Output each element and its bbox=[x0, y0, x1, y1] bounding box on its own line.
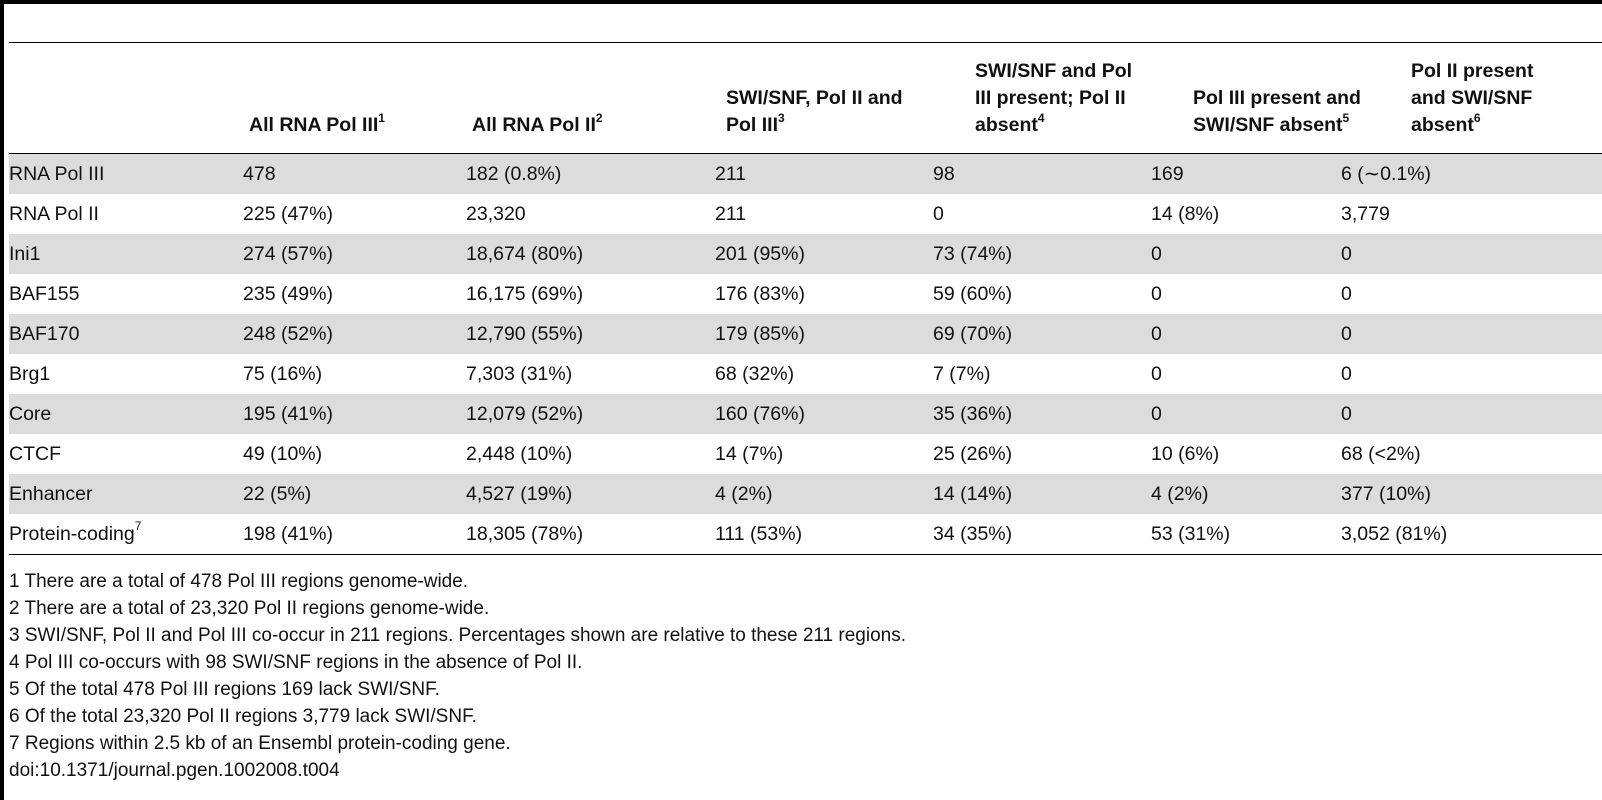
table-cell: 6 (∼0.1%) bbox=[1341, 163, 1432, 185]
row-label: CTCF bbox=[9, 442, 61, 465]
table-cell: 160 (76%) bbox=[715, 402, 805, 425]
footnote: 4 Pol III co-occurs with 98 SWI/SNF regions in the absence of Pol II. bbox=[9, 652, 583, 673]
table-cell: 211 bbox=[715, 202, 747, 225]
table-cell: 16,175 (69%) bbox=[466, 282, 584, 305]
footnote: 2 There are a total of 23,320 Pol II regions genome-wide. bbox=[9, 598, 490, 619]
table-cell: 10 (6%) bbox=[1151, 442, 1220, 465]
footnote: 6 Of the total 23,320 Pol II regions 3,779 lack SWI/SNF. bbox=[9, 706, 477, 727]
table-cell: 478 bbox=[243, 162, 276, 185]
column-header bbox=[9, 139, 249, 153]
table-cell: 198 (41%) bbox=[243, 522, 333, 545]
table-cell: 18,305 (78%) bbox=[466, 522, 584, 545]
footnote: 7 Regions within 2.5 kb of an Ensembl protein-coding gene. bbox=[9, 733, 511, 754]
doi-line: doi:10.1371/journal.pgen.1002008.t004 bbox=[9, 760, 340, 781]
table-cell: 3,779 bbox=[1341, 202, 1390, 225]
table-cell: 14 (8%) bbox=[1151, 202, 1220, 225]
table-cell: 176 (83%) bbox=[715, 282, 805, 305]
table-row bbox=[9, 314, 1602, 354]
table-cell: 0 bbox=[1151, 362, 1162, 385]
table-cell: 0 bbox=[1151, 402, 1162, 425]
table-row bbox=[9, 234, 1602, 274]
table-body bbox=[9, 154, 1602, 555]
table-cell: 75 (16%) bbox=[243, 362, 323, 385]
footnotes bbox=[9, 568, 906, 784]
table-cell: 73 (74%) bbox=[933, 242, 1013, 265]
table-row bbox=[9, 474, 1602, 514]
table-cell: 22 (5%) bbox=[243, 482, 312, 505]
table-cell: 179 (85%) bbox=[715, 322, 805, 345]
table-cell: 12,079 (52%) bbox=[466, 402, 584, 425]
footnote: 1 There are a total of 478 Pol III regions genome-wide. bbox=[9, 571, 469, 592]
table-row bbox=[9, 514, 1602, 554]
row-label: BAF155 bbox=[9, 282, 80, 305]
table-cell: 69 (70%) bbox=[933, 322, 1013, 345]
table-cell: 35 (36%) bbox=[933, 402, 1013, 425]
table-cell: 68 (<2%) bbox=[1341, 442, 1421, 465]
row-label: RNA Pol III bbox=[9, 162, 105, 185]
data-table bbox=[9, 42, 1602, 555]
column-header: All RNA Pol III$^1$ bbox=[249, 110, 385, 136]
table-cell: 98 bbox=[933, 162, 955, 185]
table-cell: 4,527 (19%) bbox=[466, 482, 573, 505]
table-cell: 34 (35%) bbox=[933, 522, 1013, 545]
table-header bbox=[9, 43, 1602, 154]
left-border bbox=[0, 0, 4, 800]
table-cell: 225 (47%) bbox=[243, 202, 333, 225]
row-label: Brg1 bbox=[9, 362, 51, 385]
table-cell: 18,674 (80%) bbox=[466, 242, 584, 265]
column-header: SWI/SNF, Pol II and Pol III$^3$ bbox=[726, 87, 903, 136]
column-header: SWI/SNF and Pol III present; Pol II absent$^4$ bbox=[975, 60, 1133, 136]
table-cell: 0 bbox=[1341, 402, 1352, 425]
column-header: Pol III present and SWI/SNF absent$^5$ bbox=[1193, 87, 1361, 136]
table-cell: 14 (7%) bbox=[715, 442, 784, 465]
table-row bbox=[9, 194, 1602, 234]
table-cell: 59 (60%) bbox=[933, 282, 1013, 305]
table-cell: 25 (26%) bbox=[933, 442, 1013, 465]
footnote: 5 Of the total 478 Pol III regions 169 lack SWI/SNF. bbox=[9, 679, 440, 700]
table-row bbox=[9, 154, 1602, 194]
table-cell: 68 (32%) bbox=[715, 362, 795, 385]
table-cell: 14 (14%) bbox=[933, 482, 1013, 505]
table-cell: 248 (52%) bbox=[243, 322, 333, 345]
table-cell: 2,448 (10%) bbox=[466, 442, 573, 465]
table-cell: 3,052 (81%) bbox=[1341, 522, 1448, 545]
table-cell: 274 (57%) bbox=[243, 242, 333, 265]
table-cell: 201 (95%) bbox=[715, 242, 805, 265]
table-cell: 4 (2%) bbox=[1151, 482, 1209, 505]
table-cell: 0 bbox=[1341, 282, 1352, 305]
row-label: Ini1 bbox=[9, 242, 41, 265]
table-cell: 0 bbox=[1151, 242, 1162, 265]
row-label: RNA Pol II bbox=[9, 202, 99, 225]
row-label: Enhancer bbox=[9, 482, 93, 505]
table-row bbox=[9, 274, 1602, 314]
table-cell: 377 (10%) bbox=[1341, 482, 1431, 505]
table-cell: 7 (7%) bbox=[933, 362, 991, 385]
table-cell: 4 (2%) bbox=[715, 482, 773, 505]
table-cell: 182 (0.8%) bbox=[466, 162, 562, 185]
table-cell: 211 bbox=[715, 162, 747, 185]
row-label: Core bbox=[9, 402, 52, 425]
row-label: Protein-coding$^7$ bbox=[9, 519, 142, 545]
table-cell: 53 (31%) bbox=[1151, 522, 1231, 545]
footnote: 3 SWI/SNF, Pol II and Pol III co-occur in 211 regions. Percentages shown are relative to these 211 regions. bbox=[9, 625, 906, 646]
table-cell: 0 bbox=[1341, 242, 1352, 265]
table-cell: 0 bbox=[1341, 322, 1352, 345]
table-cell: 111 (53%) bbox=[715, 522, 803, 545]
table-cell: 12,790 (55%) bbox=[466, 322, 584, 345]
row-label: BAF170 bbox=[9, 322, 80, 345]
table-row bbox=[9, 434, 1602, 474]
table-cell: 23,320 bbox=[466, 202, 526, 225]
table-cell: 169 bbox=[1151, 162, 1184, 185]
top-border bbox=[0, 0, 1602, 4]
table-cell: 0 bbox=[933, 202, 944, 225]
table-row bbox=[9, 394, 1602, 434]
table-row bbox=[9, 354, 1602, 394]
table-cell: 49 (10%) bbox=[243, 442, 323, 465]
table-cell: 195 (41%) bbox=[243, 402, 333, 425]
table-cell: 0 bbox=[1151, 282, 1162, 305]
table-cell: 235 (49%) bbox=[243, 282, 333, 305]
table-cell: 0 bbox=[1151, 322, 1162, 345]
table-cell: 7,303 (31%) bbox=[466, 362, 573, 385]
column-header: All RNA Pol $II^2$ bbox=[472, 110, 603, 136]
column-header: Pol II present and SWI/SNF absent$^6$ bbox=[1411, 60, 1534, 136]
table-cell: 0 bbox=[1341, 362, 1352, 385]
